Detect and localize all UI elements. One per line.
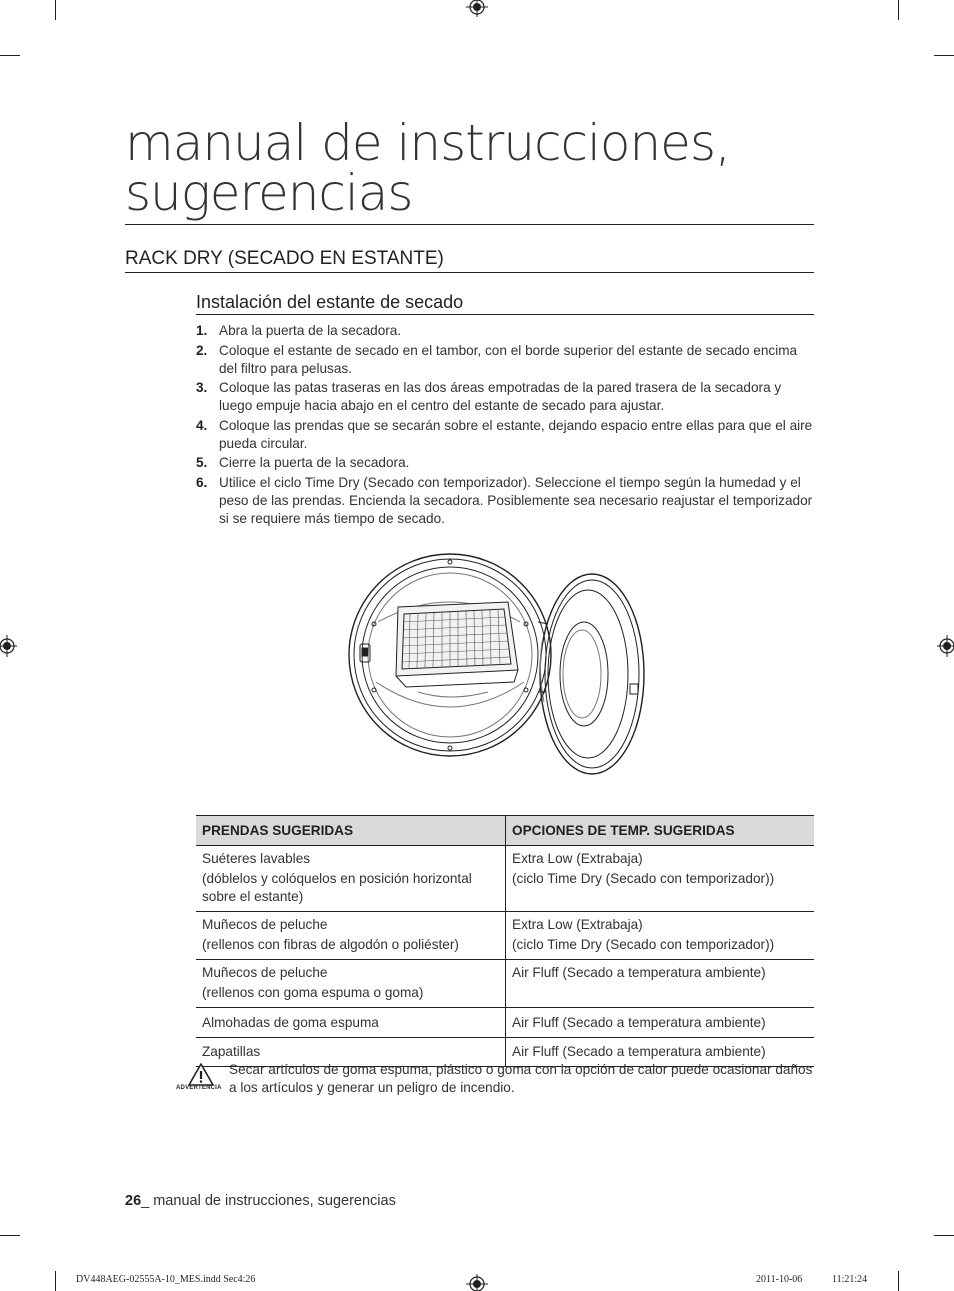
section-title: RACK DRY (SECADO EN ESTANTE) — [125, 248, 444, 269]
step-text: Coloque las prendas que se secarán sobre el estante, dejando espacio entre ellas para que el aire pueda circular. — [219, 417, 813, 451]
crop-mark — [55, 0, 56, 20]
step-number: 5. — [196, 455, 208, 470]
option-name: Air Fluff (Secado a temperatura ambiente) — [512, 965, 766, 980]
step-text: Cierre la puerta de la secadora. — [219, 455, 410, 470]
step-number: 6. — [196, 474, 208, 490]
item-cell — [196, 960, 506, 1008]
column-header-items: PRENDAS SUGERIDAS — [196, 816, 506, 846]
option-name: Air Fluff (Secado a temperatura ambiente) — [512, 1044, 766, 1059]
crop-mark — [898, 0, 899, 20]
subsection-title: Instalación del estante de secado — [196, 292, 464, 312]
step-item — [196, 454, 818, 472]
step-item — [196, 322, 818, 340]
crop-mark — [0, 55, 20, 56]
item-name: Muñecos de peluche — [202, 965, 328, 980]
page-title — [125, 114, 730, 222]
step-item — [196, 474, 818, 528]
item-cell — [196, 846, 506, 912]
slug-file: DV448AEG-02555A-10_MES.indd Sec4:26 — [76, 1274, 256, 1285]
page-title-line-1: manual de instrucciones, — [125, 114, 730, 172]
option-cell — [506, 1008, 815, 1038]
crop-mark — [898, 1271, 899, 1291]
table-row — [196, 846, 814, 912]
option-name: Extra Low (Extrabaja) — [512, 917, 643, 932]
option-cell — [506, 960, 815, 1008]
registration-mark-icon — [466, 0, 488, 18]
step-text: Abra la puerta de la secadora. — [219, 323, 402, 338]
section-divider — [125, 272, 814, 273]
registration-mark-icon — [0, 635, 18, 657]
item-cell — [196, 1008, 506, 1038]
option-name: Air Fluff (Secado a temperatura ambiente) — [512, 1015, 766, 1030]
warning-label: ADVERTENCIA — [176, 1085, 222, 1091]
step-item — [196, 379, 818, 415]
option-note: (ciclo Time Dry (Secado con temporizador)) — [512, 871, 775, 886]
column-header-options: OPCIONES DE TEMP. SUGERIDAS — [506, 816, 815, 846]
table-row — [196, 960, 814, 1008]
item-note: (dóblelos y colóquelos en posición horizontal sobre el estante) — [202, 871, 472, 904]
table-header-row — [196, 816, 814, 846]
step-item — [196, 417, 818, 453]
title-divider — [125, 224, 814, 225]
table-row — [196, 1008, 814, 1038]
step-text: Coloque las patas traseras en las dos áreas empotradas de la pared trasera de la secadora y luego empuje hacia abajo en el centro del estante de secado para ajustar. — [219, 380, 782, 413]
crop-mark — [934, 55, 954, 56]
step-text: Utilice el ciclo Time Dry (Secado con temporizador). Seleccione el tiempo según la humedad y el peso de las prendas. Encienda la secadora. Posiblemente sea necesario reajustar el temporizador si se requiere más tiempo de secado. — [219, 474, 813, 526]
option-cell — [506, 912, 815, 960]
step-text: Coloque el estante de secado en el tambor, con el borde superior del estante de secado encima del filtro para pelusas. — [219, 342, 798, 376]
step-number: 4. — [196, 417, 208, 433]
item-cell — [196, 912, 506, 960]
subsection-divider — [196, 314, 814, 315]
slug-time: 11:21:24 — [832, 1274, 868, 1285]
crop-mark — [0, 1235, 20, 1236]
table-row — [196, 912, 814, 960]
item-note: (rellenos con fibras de algodón o poliéster) — [202, 937, 459, 952]
item-name: Suéteres lavables — [202, 851, 311, 866]
crop-mark — [55, 1271, 56, 1291]
slug-date: 2011-10-06 — [756, 1274, 803, 1285]
page-title-line-2: sugerencias — [125, 164, 413, 222]
dryer-rack-illustration — [348, 552, 652, 778]
instruction-steps — [196, 322, 818, 529]
step-number: 3. — [196, 380, 208, 395]
warning-text: Secar artículos de goma espuma, plástico o goma con la opción de calor puede ocasionar daños a los artículos y generar un peligro de incendio. — [229, 1062, 813, 1095]
page-number: 26 — [125, 1193, 142, 1209]
item-note: (rellenos con goma espuma o goma) — [202, 985, 424, 1000]
registration-mark-icon — [936, 635, 954, 657]
item-name: Zapatillas — [202, 1044, 261, 1059]
item-name: Muñecos de peluche — [202, 917, 328, 932]
footer-text: _ manual de instrucciones, sugerencias — [141, 1193, 396, 1209]
step-number: 2. — [196, 342, 208, 358]
step-item — [196, 342, 818, 378]
option-note: (ciclo Time Dry (Secado con temporizador)) — [512, 937, 775, 952]
step-number: 1. — [196, 323, 208, 338]
crop-mark — [934, 1235, 954, 1236]
suggested-items-table — [196, 815, 814, 1067]
option-name: Extra Low (Extrabaja) — [512, 851, 643, 866]
item-name: Almohadas de goma espuma — [202, 1015, 379, 1030]
option-cell — [506, 846, 815, 912]
page-footer — [125, 1193, 396, 1209]
registration-mark-icon — [466, 1273, 488, 1291]
